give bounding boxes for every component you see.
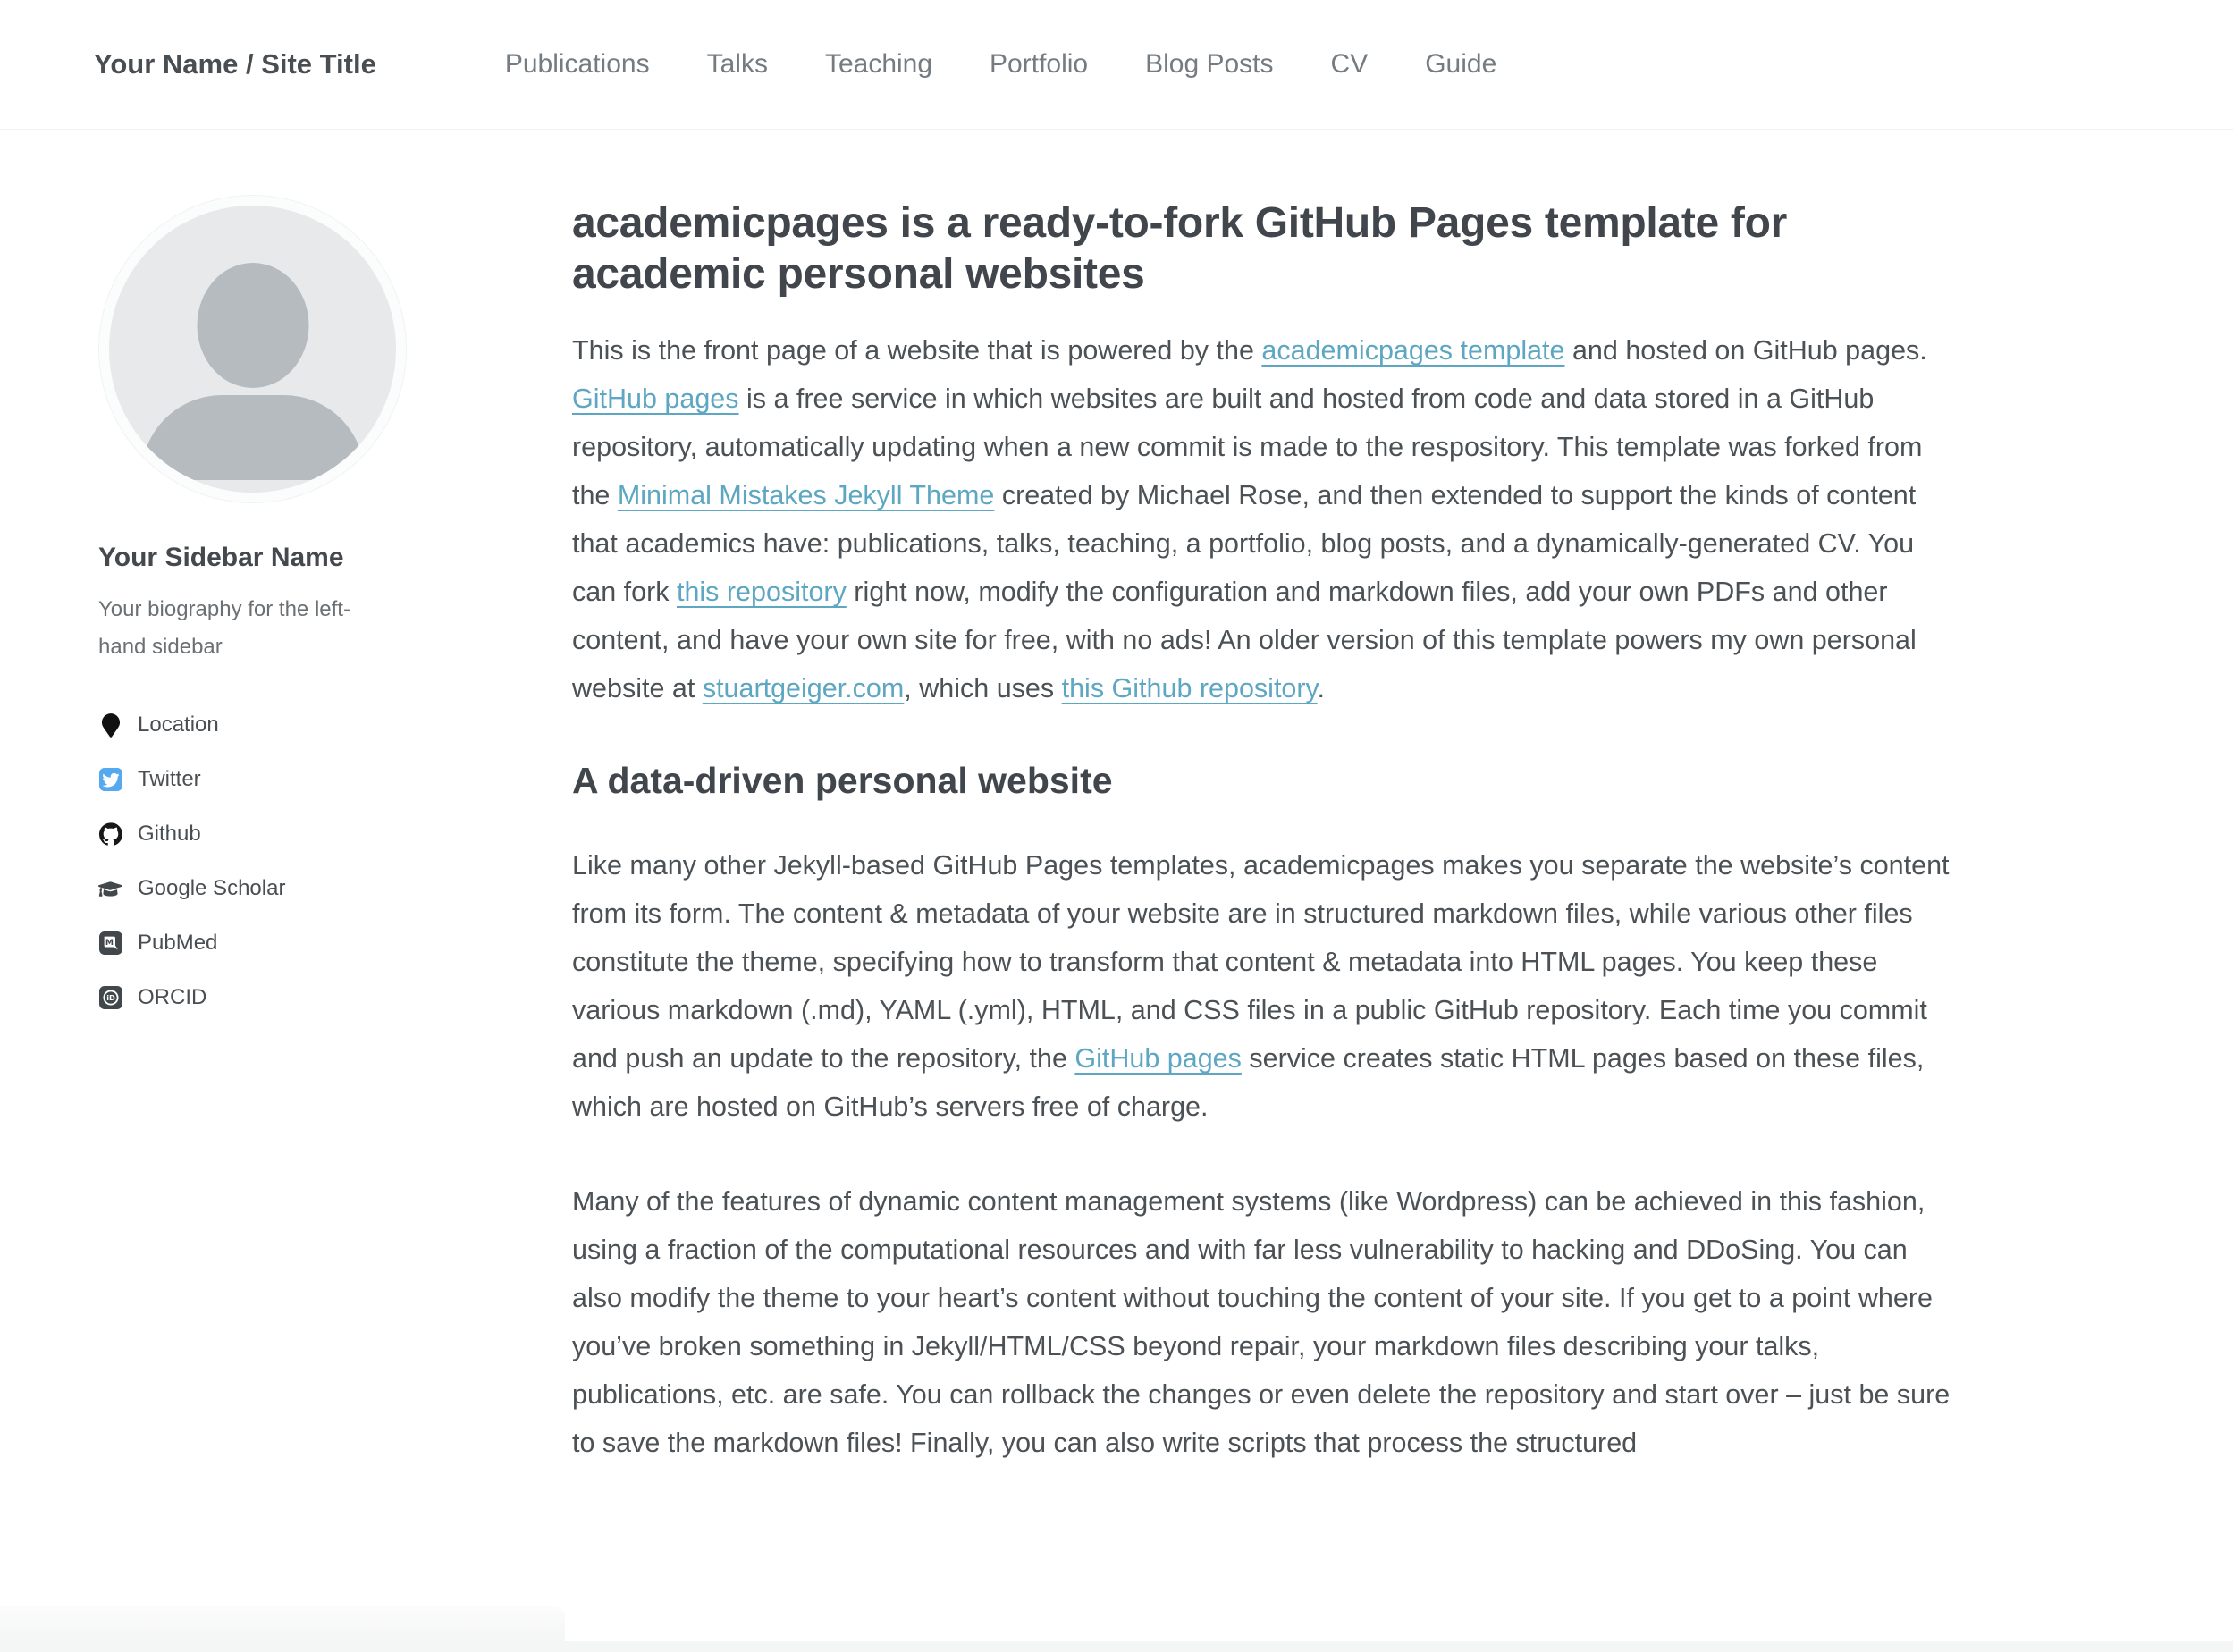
sidebar-link-pubmed[interactable] <box>98 931 409 956</box>
twitter-icon <box>98 768 122 791</box>
text-segment: service creates static HTML pages based on these files, which are hosted on GitHub’s servers free of charge. <box>572 1043 1925 1122</box>
content-link-stuartgeiger-com[interactable]: stuartgeiger.com <box>702 673 905 704</box>
features-paragraph <box>572 1177 1965 1467</box>
avatar <box>98 195 407 503</box>
site-title-link[interactable]: Your Name / Site Title <box>94 48 376 80</box>
sidebar-link-item <box>98 985 409 1010</box>
nav-item-portfolio[interactable]: Portfolio <box>990 49 1089 79</box>
sidebar-link-label: Google Scholar <box>138 876 286 900</box>
masthead <box>0 0 2233 130</box>
map-marker-icon <box>98 713 122 738</box>
content-link-github-pages[interactable]: GitHub pages <box>1074 1043 1242 1074</box>
intro-paragraph <box>572 326 1965 712</box>
sidebar-link-orcid[interactable] <box>98 985 409 1010</box>
sidebar-link-item <box>98 876 409 901</box>
bottom-edge-strip <box>0 1641 2233 1652</box>
sidebar-link-item <box>98 822 409 847</box>
svg-text:M: M <box>105 937 114 948</box>
content-link-minimal-mistakes-jekyll-theme[interactable]: Minimal Mistakes Jekyll Theme <box>617 480 995 510</box>
sidebar-link-label: Location <box>138 712 219 737</box>
text-segment: created by Michael Rose, and then extended to support the kinds of content that academics have: publications, talks, teaching, a portfolio, blog posts, and a dynamically-generated CV. You can fork <box>572 480 1917 607</box>
page-content <box>572 130 1965 1513</box>
nav-item-teaching[interactable]: Teaching <box>824 49 933 79</box>
sidebar-link-label: Twitter <box>138 767 201 791</box>
text-segment: Many of the features of dynamic content management systems (like Wordpress) can be achieved in this fashion, using a fraction of the computational resources and with far less vulnerability to hacking and DDoSing. You can also modify the theme to your heart’s content without touching the content of your site. If you get to a point where you’ve broken something in Jekyll/HTML/CSS beyond repair, your markdown files describing your talks, publications, etc. are safe. You can rollback the changes or even delete the repository and start over – just be sure to save the markdown files! Finally, you can also write scripts that process the structured <box>572 1186 1951 1458</box>
avatar-placeholder-person-icon <box>109 206 396 493</box>
nav-item-guide[interactable]: Guide <box>1425 49 1497 79</box>
content-link-academicpages-template[interactable]: academicpages template <box>1261 335 1565 366</box>
sidebar-link-item <box>98 931 409 956</box>
sidebar-link-label: PubMed <box>138 931 218 955</box>
sidebar-link-item <box>98 712 409 738</box>
sidebar-link-location[interactable] <box>98 712 409 738</box>
sidebar-link-twitter[interactable] <box>98 767 409 792</box>
sidebar-links <box>98 712 409 1010</box>
text-segment: is a free service in which websites are built and hosted from code and data stored in a GitHub repository, automatically updating when a new commit is made to the respository. This template was forked from the <box>572 384 1923 510</box>
content-link-github-pages[interactable]: GitHub pages <box>572 384 739 414</box>
page-title: academicpages is a ready-to-fork GitHub Pages template for academic personal websites <box>572 199 1788 298</box>
nav-item-blog-posts[interactable]: Blog Posts <box>1145 49 1274 79</box>
sidebar-link-label: Github <box>138 822 201 846</box>
text-segment: right now, modify the configuration and markdown files, add your own PDFs and other content, and have your own site for free, with no ads! An older version of this template powers my own personal website at <box>572 577 1917 704</box>
sidebar-link-github[interactable] <box>98 822 409 847</box>
text-segment: , which uses <box>904 673 1062 704</box>
text-segment: . <box>1317 673 1326 704</box>
github-icon <box>98 822 122 846</box>
data-driven-paragraph <box>572 841 1965 1131</box>
sidebar <box>98 195 409 1040</box>
svg-text:iD: iD <box>105 993 115 1003</box>
sidebar-link-label: ORCID <box>138 985 207 1009</box>
sidebar-name: Your Sidebar Name <box>98 543 344 572</box>
section-heading: A data-driven personal website <box>572 760 1113 801</box>
orcid-icon <box>98 986 122 1009</box>
nav-item-cv[interactable]: CV <box>1330 49 1369 79</box>
content-link-this-github-repository[interactable]: this Github repository <box>1061 673 1318 704</box>
text-segment: Like many other Jekyll-based GitHub Pages templates, academicpages makes you separate the website’s content from its form. The content & metadata of your website are in structured markdown files, while various other files constitute the theme, specifying how to transform that content & metadata into HTML pages. You keep these various markdown (.md), YAML (.yml), HTML, and CSS files in a public GitHub repository. Each time you commit and push an update to the repository, the <box>572 850 1950 1074</box>
sidebar-link-item <box>98 767 409 792</box>
text-segment: This is the front page of a website that is powered by the <box>572 335 1262 366</box>
primary-nav <box>505 49 1496 80</box>
content-link-this-repository[interactable]: this repository <box>676 577 847 607</box>
pubmed-icon <box>98 931 122 955</box>
sidebar-link-google-scholar[interactable] <box>98 876 409 901</box>
text-segment: and hosted on GitHub pages. <box>1564 335 1927 366</box>
google-scholar-icon <box>98 879 122 899</box>
nav-item-talks[interactable]: Talks <box>706 49 768 79</box>
nav-item-publications[interactable]: Publications <box>504 49 650 79</box>
sidebar-bio: Your biography for the left-hand sidebar <box>98 597 350 659</box>
